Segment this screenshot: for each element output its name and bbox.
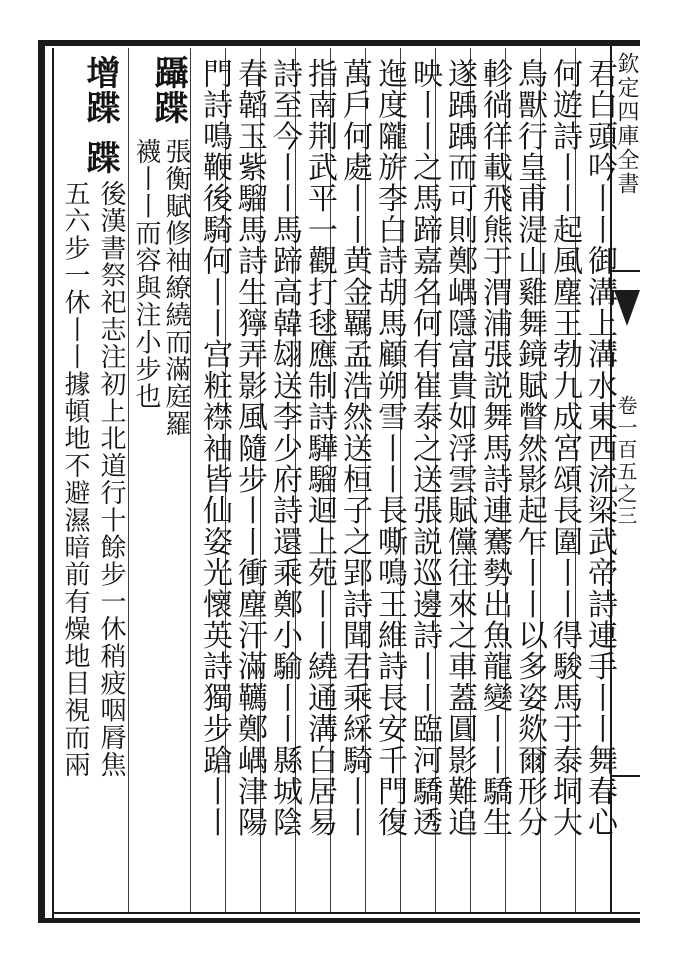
text-column: 君白頭吟丨丨御溝上溝水東西流梁武帝詩連手丨丨舞春心 [582, 58, 617, 838]
text-column: 詩至今丨丨馬蹄高韓翃送李少府詩還乘鄭小騟丨丨縣城陰 [267, 58, 302, 838]
text-column: 迤度隴旂李白詩胡馬顧朔雪丨丨長嘶鳴王維詩長安千門復 [372, 58, 407, 838]
text-column: 鳥獸行皇甫湜山雞舞鏡賦瞥然影起乍丨丨以多姿欻爾形分 [512, 58, 547, 838]
entry-heading: 躡蹀 [148, 55, 188, 126]
frame-border-bottom [38, 918, 640, 923]
volume-label: 卷一百五之三 [614, 395, 638, 527]
frame-inner-bottom [52, 912, 640, 914]
frame-border-top [38, 40, 640, 46]
entry-heading: 增蹀 [80, 55, 120, 126]
entry-heading: 蹀 [80, 140, 120, 176]
frame-border-left [38, 40, 45, 922]
series-title: 欽定四庫全書 [614, 52, 639, 196]
text-column: 遂踽踽而可則鄭嵎隱富貴如浮雲賦儻往來之車蓋圓影難追 [442, 58, 477, 838]
column-rule [128, 48, 129, 912]
annotation-column: 後漢書祭祀志注初上北道行十餘步一休稍疲咽脣焦 [96, 180, 126, 779]
text-column: 何遊詩丨丨起風塵王勃九成宮頌長圍丨丨得駿馬于泰垌大 [547, 58, 582, 838]
text-column: 門詩鳴鞭後騎何丨丨宫粧襟袖皆仙姿光懷英詩獨步蹌丨丨 [197, 58, 232, 838]
text-column: 指南荆武平一觀打毬應制詩驊騮迴上苑丨丨繞通溝白居易 [302, 58, 337, 838]
frame-inner-left [52, 48, 54, 918]
text-column: 軫徜徉載飛熊于渭浦張説舞馬詩連騫勢出魚龍變丨丨驕生 [477, 58, 512, 838]
text-column: 萬戶何處丨丨黄金羈孟浩然送桓子之郢詩聞君乘綵騎丨丨 [337, 58, 372, 838]
text-column: 映丨丨之馬蹄嘉名何有崔泰之送張説巡邊詩丨丨臨河驕透 [407, 58, 442, 838]
annotation-column: 五六步一休丨丨據頓地不避濕暗前有燥地目視而兩 [60, 180, 90, 779]
text-column: 春韜玉紫騮馬詩生獰弄影風隨步丨丨衝塵汗滿韉鄭嵎津陽 [232, 58, 267, 838]
annotation-column: 張衡賦修袖繚繞而滿庭羅 [161, 138, 191, 438]
annotation-column: 襪丨丨而容與注小步也 [131, 138, 161, 410]
